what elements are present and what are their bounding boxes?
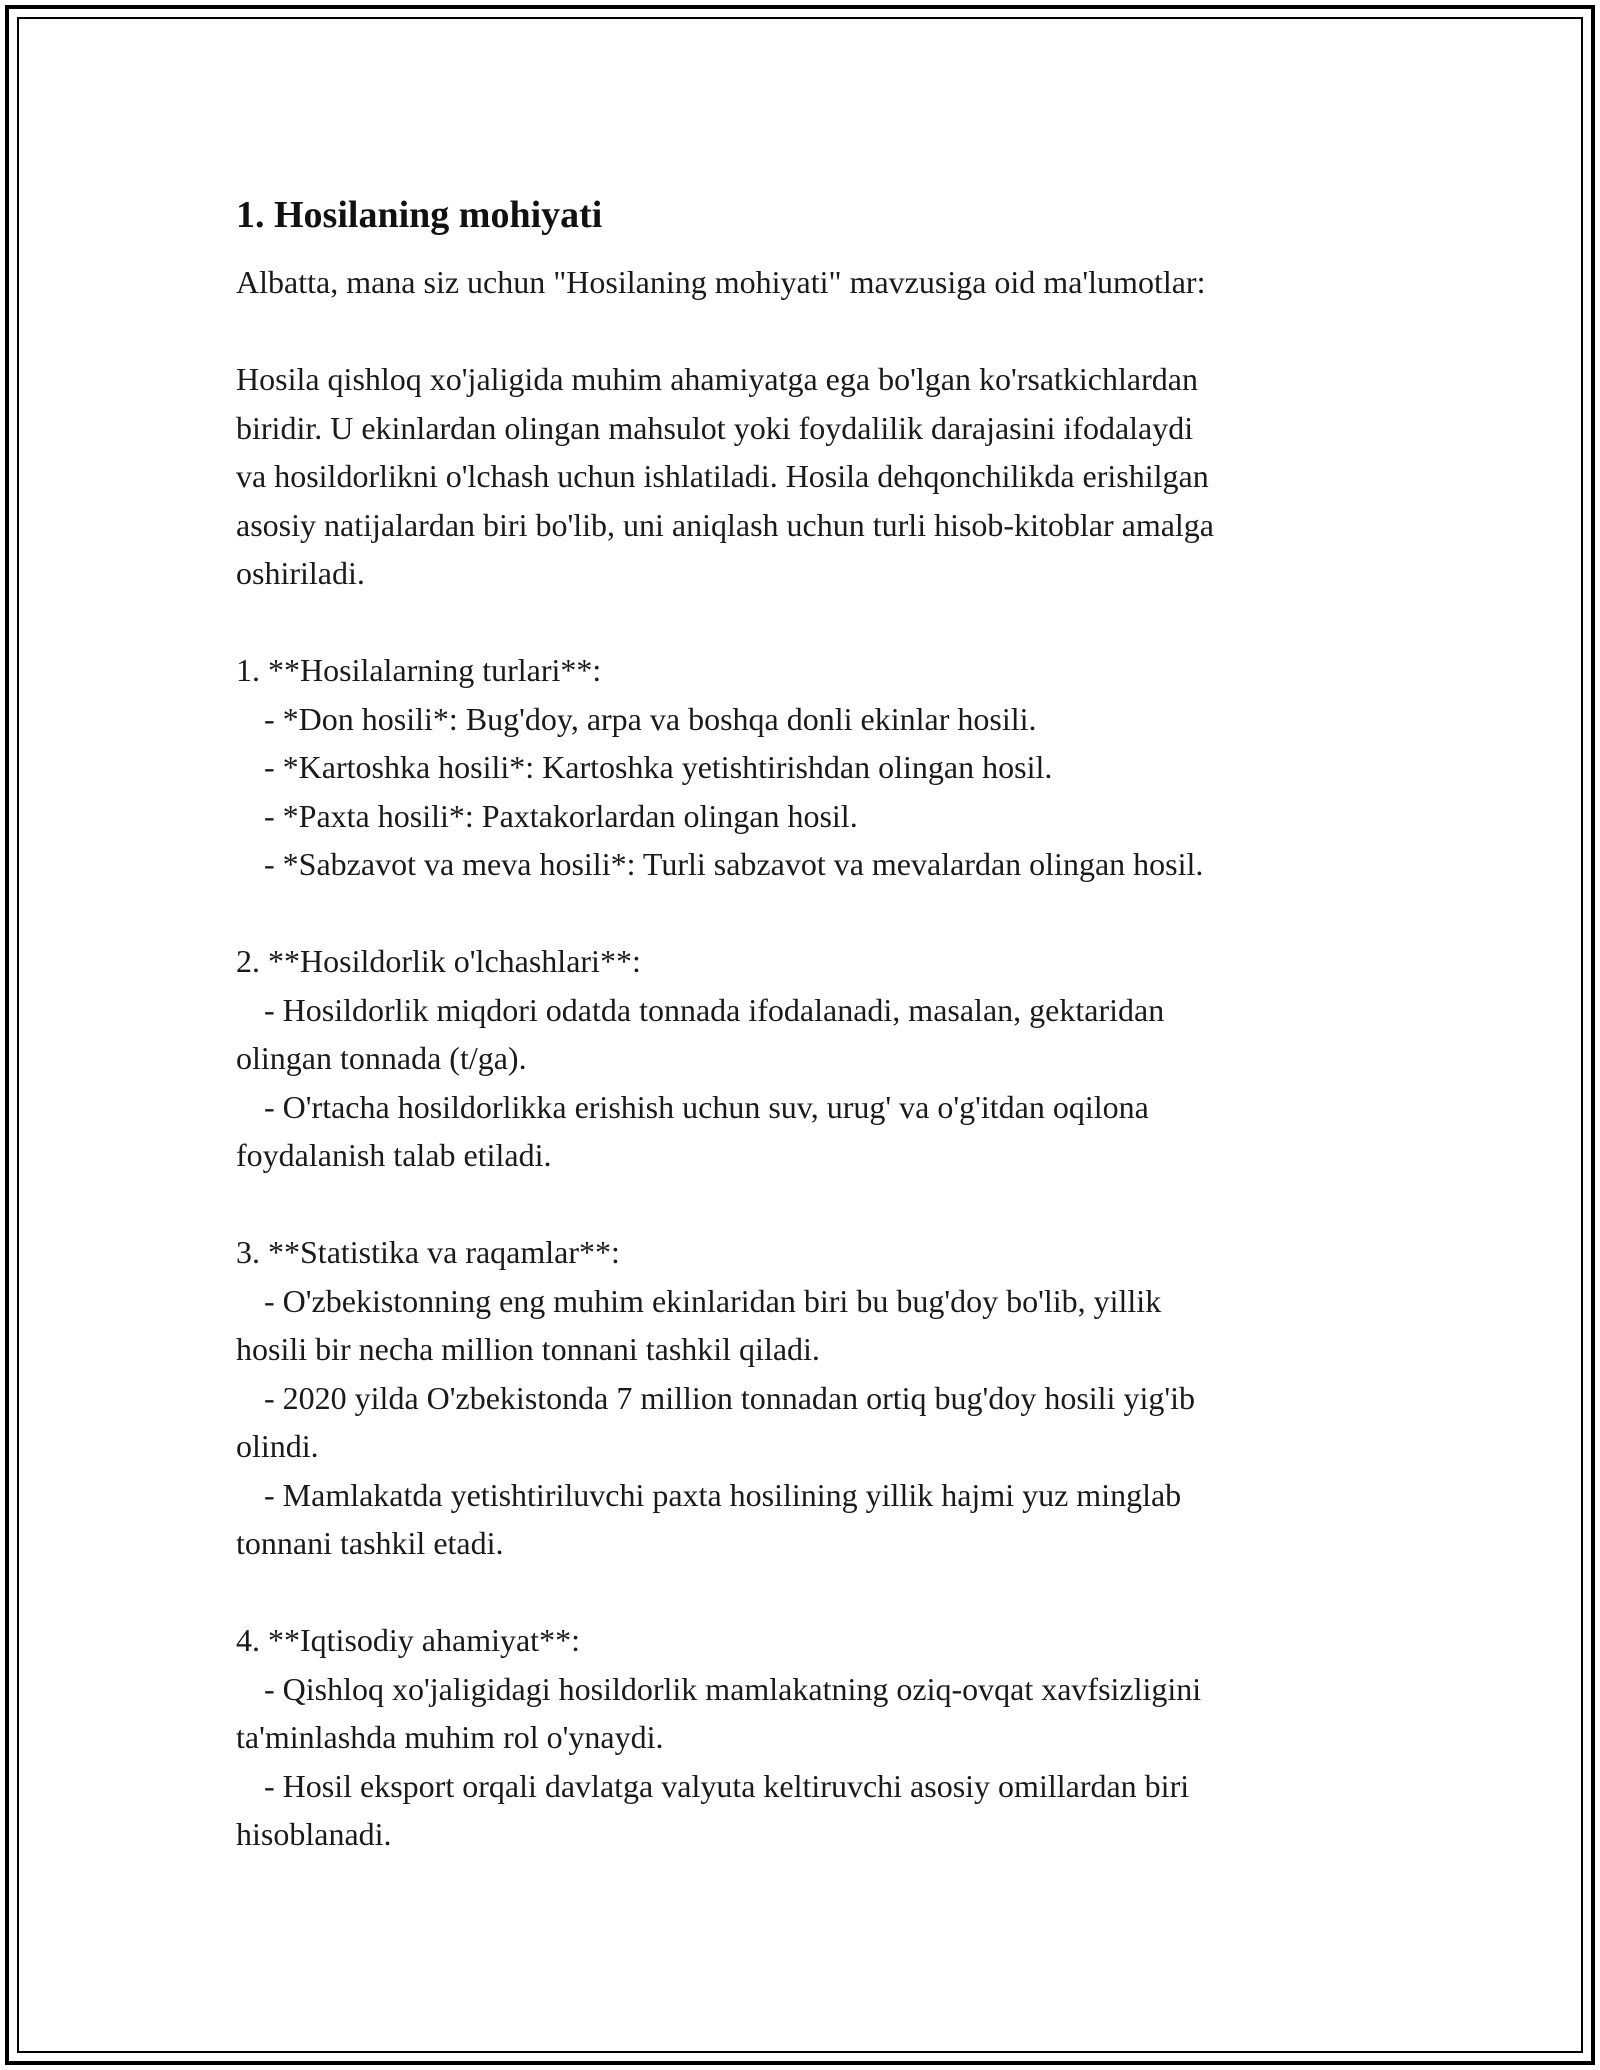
section-measurements bbox=[236, 937, 1376, 1180]
spacer bbox=[236, 598, 1376, 647]
list-item: - Hosildorlik miqdori odatda tonnada ifodalanadi, masalan, gektaridan bbox=[264, 991, 1165, 1028]
paragraph-line: oshiriladi. bbox=[236, 555, 365, 591]
paragraph-line: va hosildorlikni o'lchash uchun ishlatiladi. Hosila dehqonchilikda erishilgan bbox=[236, 458, 1209, 494]
list-item-continuation: olindi. bbox=[236, 1428, 319, 1464]
list-item-continuation: hosili bir necha million tonnani tashkil qiladi. bbox=[236, 1331, 820, 1367]
list-item-continuation: olingan tonnada (t/ga). bbox=[236, 1040, 527, 1076]
list-item: - Mamlakatda yetishtiriluvchi paxta hosilining yillik hajmi yuz minglab bbox=[264, 1476, 1182, 1513]
paragraph-line: biridir. U ekinlardan olingan mahsulot yoki foydalilik darajasini ifodalaydi bbox=[236, 409, 1194, 446]
list-item: - *Paxta hosili*: Paxtakorlardan olingan hosil. bbox=[264, 797, 858, 834]
list-item: - Qishloq xo'jaligidagi hosildorlik mamlakatning oziq-ovqat xavfsizligini bbox=[264, 1670, 1202, 1707]
paragraph-line: Hosila qishloq xo'jaligida muhim ahamiyatga ega bo'lgan ko'rsatkichlardan bbox=[236, 361, 1198, 397]
list-item: - O'zbekistonning eng muhim ekinlaridan biri bu bug'doy bo'lib, yillik bbox=[264, 1282, 1162, 1319]
document-title: 1. Hosilaning mohiyati bbox=[236, 194, 603, 236]
section-heading: 1. **Hosilalarning turlari**: bbox=[236, 652, 602, 688]
section-economic bbox=[236, 1616, 1376, 1859]
spacer bbox=[236, 1180, 1376, 1229]
list-item-continuation: hisoblanadi. bbox=[236, 1816, 392, 1852]
section-heading: 3. **Statistika va raqamlar**: bbox=[236, 1234, 620, 1270]
list-item: - *Don hosili*: Bug'doy, arpa va boshqa donli ekinlar hosili. bbox=[264, 700, 1037, 737]
list-item: - *Kartoshka hosili*: Kartoshka yetishtirishdan olingan hosil. bbox=[264, 749, 1053, 785]
main-paragraph bbox=[236, 355, 1376, 598]
list-item: - O'rtacha hosildorlikka erishish uchun suv, urug' va o'g'itdan oqilona bbox=[264, 1088, 1149, 1125]
spacer bbox=[236, 1568, 1376, 1617]
section-types bbox=[236, 646, 1376, 889]
section-heading: 2. **Hosildorlik o'lchashlari**: bbox=[236, 943, 641, 979]
spacer bbox=[236, 307, 1376, 356]
section-heading: 4. **Iqtisodiy ahamiyat**: bbox=[236, 1622, 580, 1658]
intro-text: Albatta, mana siz uchun "Hosilaning mohiyati" mavzusiga oid ma'lumotlar: bbox=[236, 264, 1206, 300]
list-item: - 2020 yilda O'zbekistonda 7 million tonnadan ortiq bug'doy hosili yig'ib bbox=[264, 1379, 1195, 1416]
paragraph-line: asosiy natijalardan biri bo'lib, uni aniqlash uchun turli hisob-kitoblar amalga bbox=[236, 506, 1214, 543]
section-statistics bbox=[236, 1228, 1376, 1568]
list-item-continuation: tonnani tashkil etadi. bbox=[236, 1525, 504, 1561]
list-item: - Hosil eksport orqali davlatga valyuta keltiruvchi asosiy omillardan biri bbox=[264, 1767, 1190, 1804]
spacer bbox=[236, 889, 1376, 938]
document-body bbox=[236, 186, 1376, 1859]
list-item-continuation: ta'minlashda muhim rol o'ynaydi. bbox=[236, 1719, 664, 1755]
list-item: - *Sabzavot va meva hosili*: Turli sabzavot va mevalardan olingan hosil. bbox=[264, 846, 1204, 882]
list-item-continuation: foydalanish talab etiladi. bbox=[236, 1137, 552, 1173]
